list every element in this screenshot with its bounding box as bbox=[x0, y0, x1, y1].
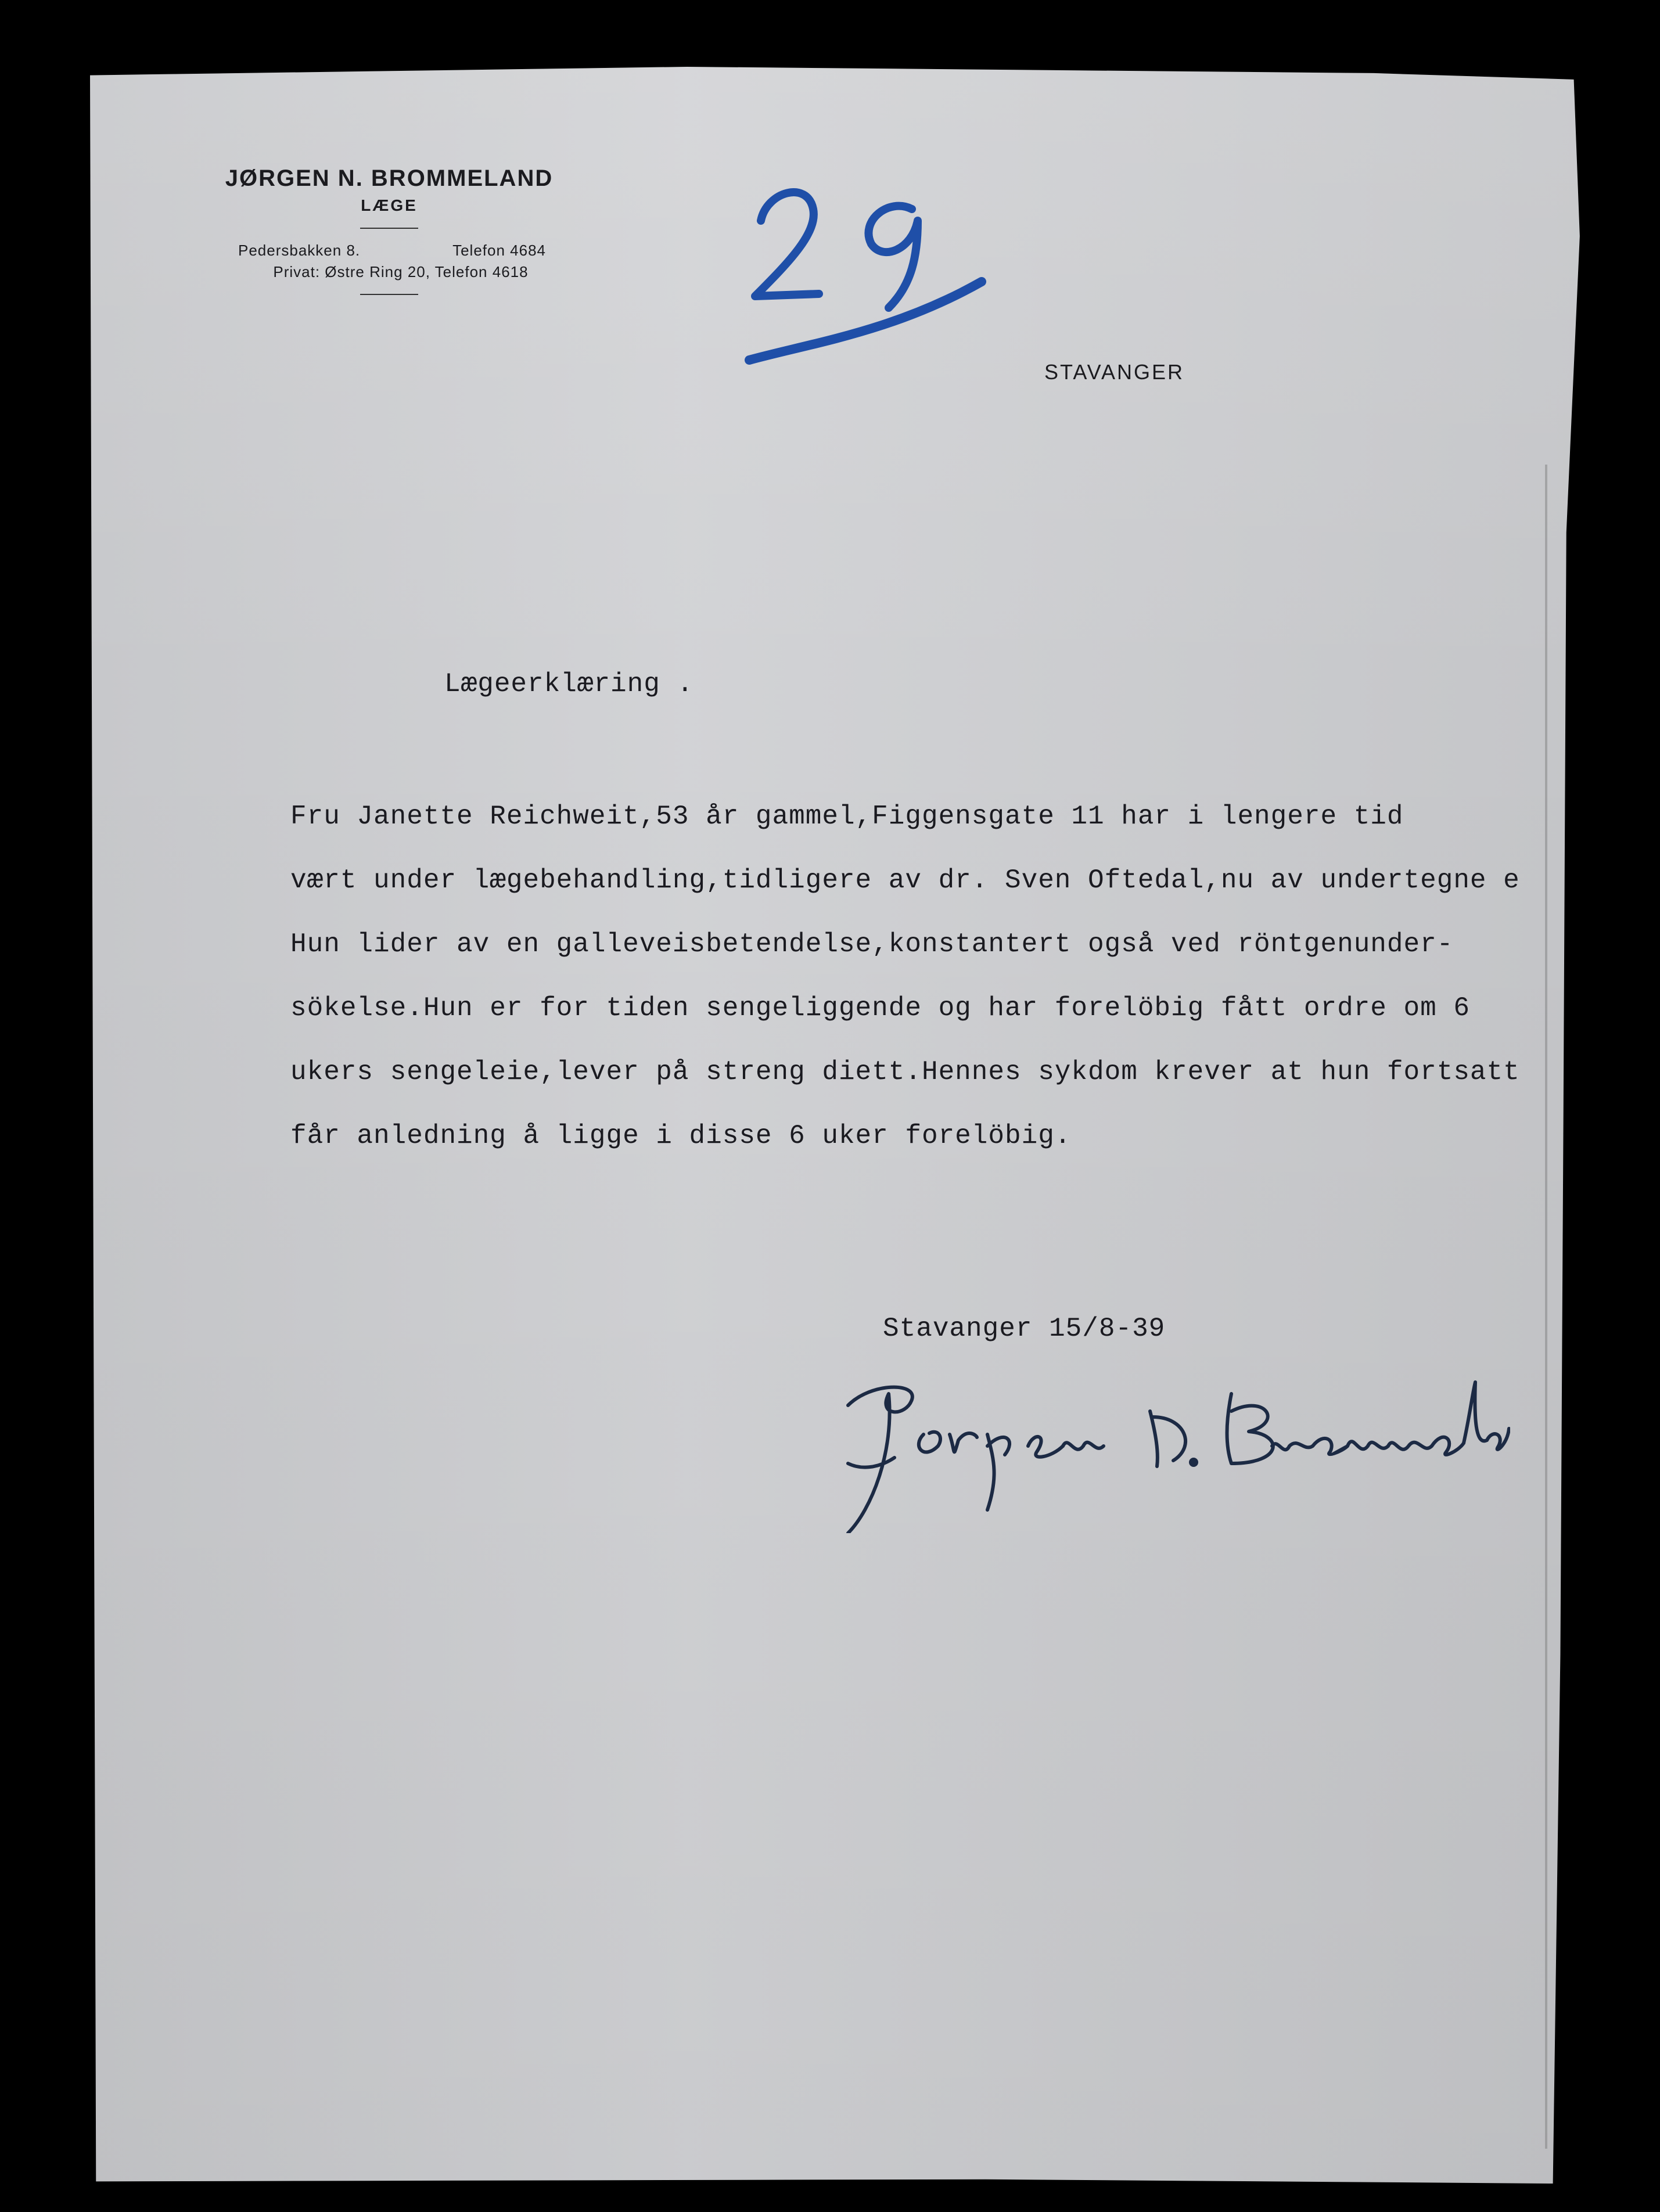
letterhead-office-phone: Telefon 4684 bbox=[452, 242, 546, 259]
paper-fold-edge bbox=[1545, 465, 1547, 2149]
handwritten-number-stamp bbox=[743, 157, 999, 377]
document-title: Lægeerklæring . bbox=[444, 669, 694, 699]
letterhead-title: LÆGE bbox=[361, 196, 418, 214]
letterhead bbox=[168, 166, 610, 308]
letterhead-private-address: Privat: Østre Ring 20, Telefon 4618 bbox=[273, 263, 529, 280]
letter-body bbox=[290, 803, 1557, 1186]
letterhead-address-row-1 bbox=[168, 242, 610, 260]
place-and-date: Stavanger 15/8-39 bbox=[883, 1314, 1166, 1344]
letterhead-name: JØRGEN N. BROMMELAND bbox=[225, 166, 554, 191]
letterhead-address-row-2 bbox=[168, 263, 610, 281]
letterhead-office-address: Pedersbakken 8. bbox=[238, 242, 361, 259]
signature bbox=[825, 1359, 1510, 1533]
body-line-6: får anledning å ligge i disse 6 uker forelöbig. bbox=[290, 1121, 1072, 1151]
body-line-1: Fru Janette Reichweit,53 år gammel,Figgensgate 11 har i lengere tid bbox=[290, 801, 1404, 832]
body-line-2: vært under lægebehandling,tidligere av dr. Sven Oftedal,nu av undertegne e bbox=[290, 865, 1520, 895]
body-line-5: ukers sengeleie,lever på streng diett.Hennes sykdom krever at hun fortsatt bbox=[290, 1057, 1520, 1087]
letterhead-city: STAVANGER bbox=[1044, 360, 1185, 384]
letterhead-divider-top bbox=[360, 228, 418, 229]
letterhead-divider-bottom bbox=[360, 294, 418, 295]
body-line-3: Hun lider av en galleveisbetendelse,konstantert også ved röntgenunder- bbox=[290, 929, 1454, 959]
body-line-4: sökelse.Hun er for tiden sengeliggende og har forelöbig fått ordre om 6 bbox=[290, 993, 1470, 1023]
